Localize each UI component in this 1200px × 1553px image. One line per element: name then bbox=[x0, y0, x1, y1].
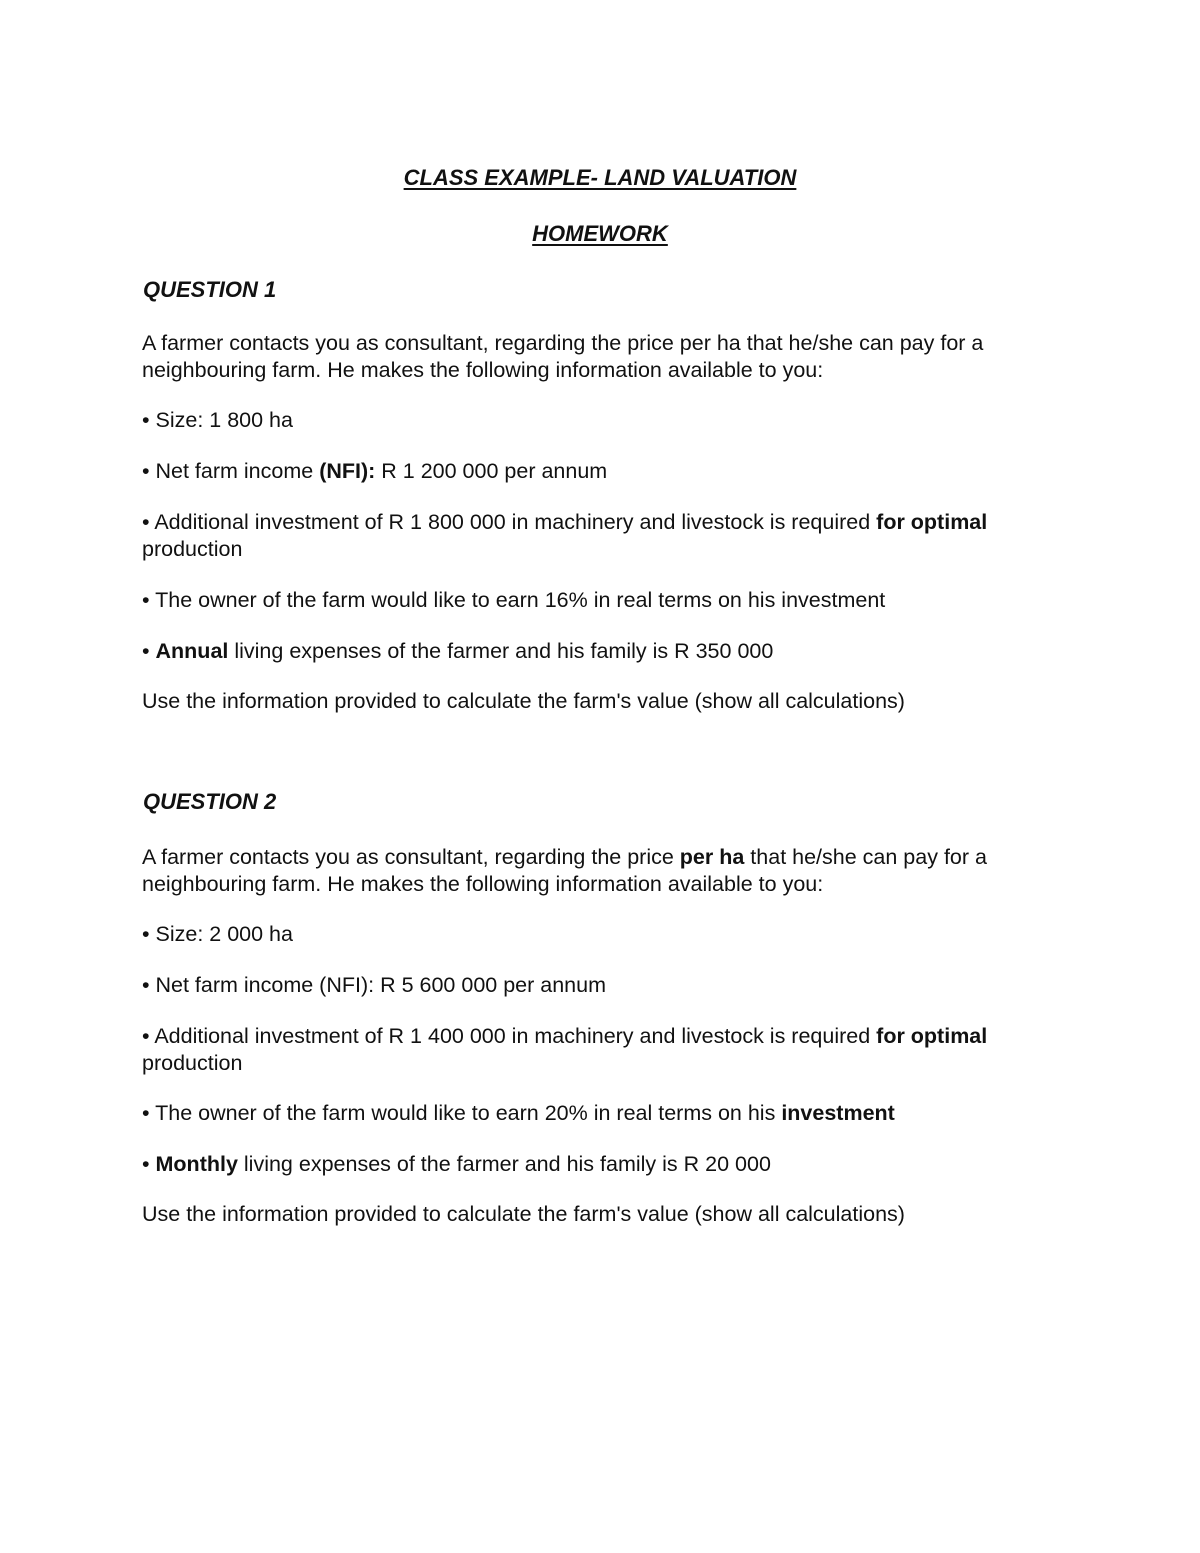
question-1-return: • The owner of the farm would like to earn 16% in real terms on his investment bbox=[142, 588, 886, 612]
question-2-intro bbox=[142, 844, 1072, 898]
question-2-size: • Size: 2 000 ha bbox=[142, 922, 293, 946]
question-1-investment bbox=[142, 509, 1072, 563]
question-1-intro: A farmer contacts you as consultant, regarding the price per ha that he/she can pay for a neighbouring farm. He makes the following information available to you: bbox=[142, 331, 984, 382]
return-text: • The owner of the farm would like to earn 20% in real terms on his bbox=[142, 1101, 782, 1125]
document-subtitle: HOMEWORK bbox=[532, 221, 668, 246]
question-1-nfi bbox=[142, 458, 1072, 485]
question-2-instruction: Use the information provided to calculate the farm's value (show all calculations) bbox=[142, 1202, 905, 1226]
question-1-heading: QUESTION 1 bbox=[143, 277, 277, 302]
intro-emphasis: per ha bbox=[679, 845, 745, 869]
investment-tail: production bbox=[142, 537, 243, 561]
question-2-return bbox=[142, 1100, 1072, 1127]
return-emphasis: investment bbox=[781, 1101, 895, 1125]
nfi-label: • Net farm income bbox=[142, 459, 320, 483]
investment-text: • Additional investment of R 1 800 000 in machinery and livestock is required bbox=[142, 510, 877, 534]
living-period: Annual bbox=[155, 639, 229, 663]
living-period: Monthly bbox=[155, 1152, 238, 1176]
intro-tail: that he/she can pay for a neighbouring farm. He makes the following information available to you: bbox=[142, 845, 987, 896]
living-text: living expenses of the farmer and his family is R 350 000 bbox=[228, 639, 774, 663]
investment-emphasis: for optimal bbox=[876, 510, 988, 534]
nfi-abbrev: (NFI): bbox=[319, 459, 382, 483]
document-title: CLASS EXAMPLE- LAND VALUATION bbox=[403, 165, 797, 190]
nfi-value: R 1 200 000 per annum bbox=[381, 459, 608, 483]
investment-text: • Additional investment of R 1 400 000 in machinery and livestock is required bbox=[142, 1024, 877, 1048]
living-text: living expenses of the farmer and his family is R 20 000 bbox=[237, 1152, 771, 1176]
living-bullet: • bbox=[142, 639, 156, 663]
question-1-living-expenses bbox=[142, 638, 1072, 665]
question-2-investment bbox=[142, 1023, 1072, 1077]
question-1-instruction: Use the information provided to calculate the farm's value (show all calculations) bbox=[142, 689, 905, 713]
question-2-heading: QUESTION 2 bbox=[143, 789, 277, 814]
question-2-nfi: • Net farm income (NFI): R 5 600 000 per annum bbox=[142, 973, 606, 997]
question-2-living-expenses bbox=[142, 1151, 1072, 1178]
investment-emphasis: for optimal bbox=[876, 1024, 988, 1048]
intro-text: A farmer contacts you as consultant, regarding the price bbox=[142, 845, 680, 869]
question-1-size: • Size: 1 800 ha bbox=[142, 408, 293, 432]
living-bullet: • bbox=[142, 1152, 156, 1176]
investment-tail: production bbox=[142, 1051, 243, 1075]
